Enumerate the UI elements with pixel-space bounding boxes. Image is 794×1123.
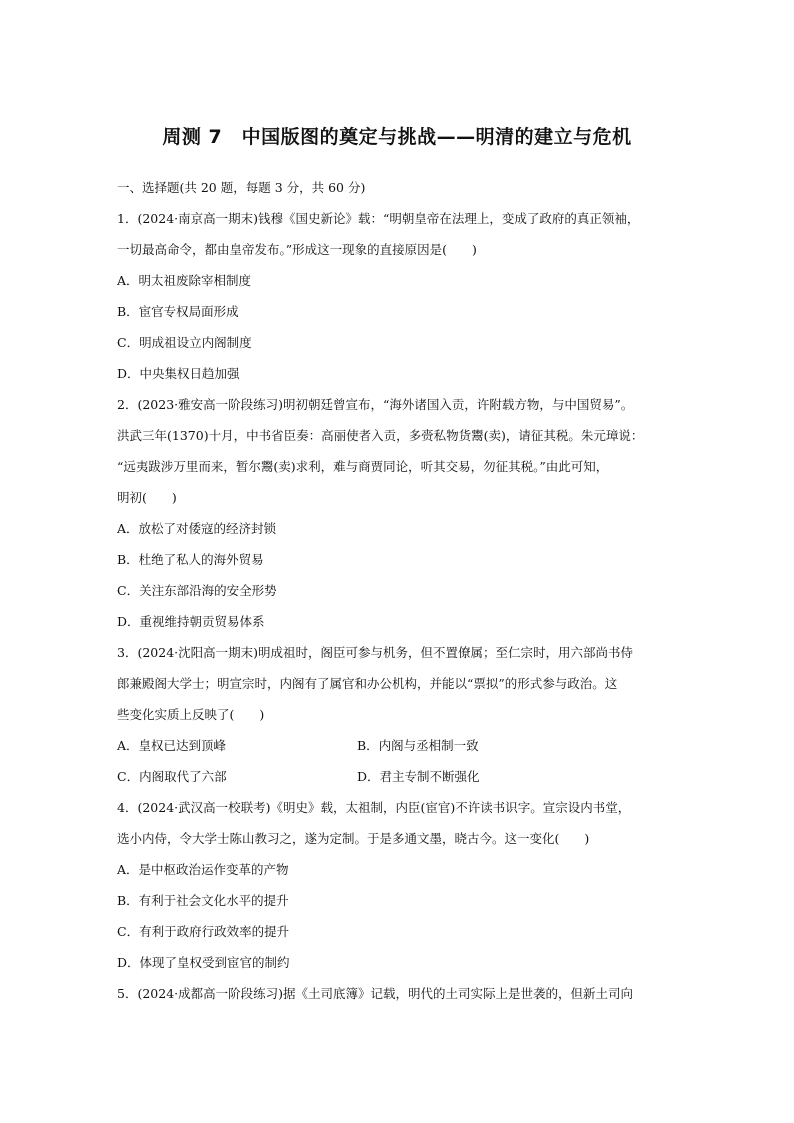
option-c: C．内阁取代了六部 — [117, 769, 227, 784]
question-text: 3．(2024·沈阳高一期末)明成祖时，阁臣可参与机务，但不置僚属；至仁宗时，用六部尚书侍 — [117, 645, 633, 660]
option-d: D．君主专制不断强化 — [357, 769, 480, 784]
option-c: C．有利于政府行政效率的提升 — [117, 924, 290, 939]
option-b: B．宦官专权局面形成 — [117, 304, 239, 319]
question-1 — [117, 203, 689, 389]
question-4 — [117, 792, 689, 978]
option-d: D．中央集权日趋加强 — [117, 366, 240, 381]
option-d: D．体现了皇权受到宦官的制约 — [117, 955, 290, 970]
page-title: 周测 7 中国版图的奠定与挑战——明清的建立与危机 — [162, 126, 632, 148]
option-a: A．放松了对倭寇的经济封锁 — [117, 521, 277, 536]
question-text: 2．(2023·雅安高一阶段练习)明初朝廷曾宣布，“海外诸国入贡，许附载方物，与中国贸易”。 — [117, 397, 634, 412]
option-a: A．明太祖废除宰相制度 — [117, 273, 252, 288]
question-text: 选小内侍，令大学士陈山教习之，遂为定制。于是多通文墨，晓古今。这一变化( ) — [117, 831, 590, 846]
option-a: A．皇权已达到顶峰 — [117, 738, 227, 753]
section-heading: 一、选择题(共 20 题，每题 3 分，共 60 分) — [117, 180, 366, 195]
option-row — [117, 761, 689, 792]
question-text: 5．(2024·成都高一阶段练习)据《土司底簿》记载，明代的土司实际上是世袭的，但新土司向 — [117, 986, 633, 1001]
option-b: B．内阁与丞相制一致 — [357, 738, 479, 753]
question-text: 些变化实质上反映了( ) — [117, 707, 265, 722]
question-3 — [117, 637, 689, 792]
option-b: B．杜绝了私人的海外贸易 — [117, 552, 264, 567]
question-text: 1．(2024·南京高一期末)钱穆《国史新论》载：“明朝皇帝在法理上，变成了政府的真正领袖， — [117, 211, 640, 226]
question-text: 4．(2024·武汉高一校联考)《明史》载，太祖制，内臣(宦官)不许读书识字。宣宗设内书堂， — [117, 800, 631, 815]
option-c: C．关注东部沿海的安全形势 — [117, 583, 277, 598]
option-b: B．有利于社会文化水平的提升 — [117, 893, 289, 908]
option-a: A．是中枢政治运作变革的产物 — [117, 862, 289, 877]
question-text: 郎兼殿阁大学士；明宣宗时，内阁有了属官和办公机构，并能以“票拟”的形式参与政治。这 — [117, 676, 618, 691]
question-text: “远夷跋涉万里而来，暂尔鬻(卖)求利，难与商贾同论，听其交易，勿征其税。”由此可知， — [117, 459, 609, 474]
question-text: 明初( ) — [117, 490, 177, 505]
question-5 — [117, 978, 689, 1009]
question-content — [117, 172, 689, 1009]
option-row — [117, 730, 689, 761]
option-c: C．明成祖设立内阁制度 — [117, 335, 252, 350]
question-text: 洪武三年(1370)十月，中书省臣奏：高丽使者入贡，多赍私物货鬻(卖)，请征其税。朱元璋说： — [117, 428, 644, 443]
question-text: 一切最高命令，都由皇帝发布。”形成这一现象的直接原因是( ) — [117, 242, 477, 257]
option-d: D．重视维持朝贡贸易体系 — [117, 614, 265, 629]
question-2 — [117, 389, 689, 637]
